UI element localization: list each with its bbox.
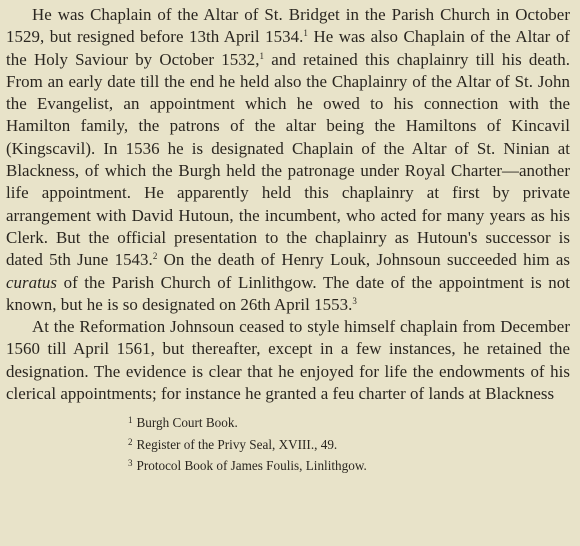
footnote-reference: 2 <box>152 251 158 262</box>
body-text <box>6 4 570 405</box>
footnote-3 <box>128 454 570 475</box>
footnote-number: 1 <box>128 415 133 426</box>
footnote-1 <box>128 411 570 432</box>
footnote-2 <box>128 433 570 454</box>
italic-term: curatus <box>6 272 58 292</box>
footnote-number: 3 <box>128 457 133 468</box>
footnotes <box>6 411 570 475</box>
footnote-reference: 1 <box>259 50 265 61</box>
footnote-text: Protocol Book of James Foulis, Linlithgow. <box>136 457 367 473</box>
footnote-text: Burgh Court Book. <box>136 415 238 431</box>
text-run: On the death of Henry Louk, Johnsoun succeeded him as <box>157 250 570 270</box>
text-run: At the Reformation Johnsoun ceased to style himself chaplain from December 1560 till April 1561, but thereafter, except in a few instances, he retained the designation. The evidence is clear that he enjoyed for life the endowments of his clerical appointments; for instance he granted a feu charter of lands at Blackness <box>6 317 570 404</box>
text-run: He was also Chaplain of the Altar of the Holy Saviour by October 1532, <box>6 27 570 69</box>
footnote-reference: 3 <box>352 295 357 306</box>
paragraph-2 <box>6 316 570 405</box>
text-run: He was Chaplain of the Altar of St. Bridget in the Parish Church in October 1529, but resigned before 13th April 1534. <box>6 5 570 47</box>
footnote-reference: 1 <box>303 28 308 39</box>
text-run: and retained this chaplainry till his death. From an early date till the end he held also the Chaplainry of the Altar of St. John the Evangelist, an appointment which he owed to his connection with the Hamilton family, the patrons of the altar being the Hamiltons of Kincavil (Kingscavil). In 1536 he is designated Chaplain of the Altar of St. Ninian at Blackness, of which the Burgh held the patronage under Royal Charter—another life appointment. He apparently held this chaplainry at first by private arrangement with David Hutoun, the incumbent, who acted for many years as his Clerk. But the official presentation to the chaplainry as Hutoun's successor is dated 5th June 1543. <box>6 49 570 270</box>
paragraph-1 <box>6 4 570 316</box>
text-run: of the Parish Church of Linlithgow. The date of the appointment is not known, but he is so designated on 26th April 1553. <box>6 272 570 314</box>
footnote-number: 2 <box>128 436 133 447</box>
footnote-text: Register of the Privy Seal, XVIII., 49. <box>136 436 338 452</box>
